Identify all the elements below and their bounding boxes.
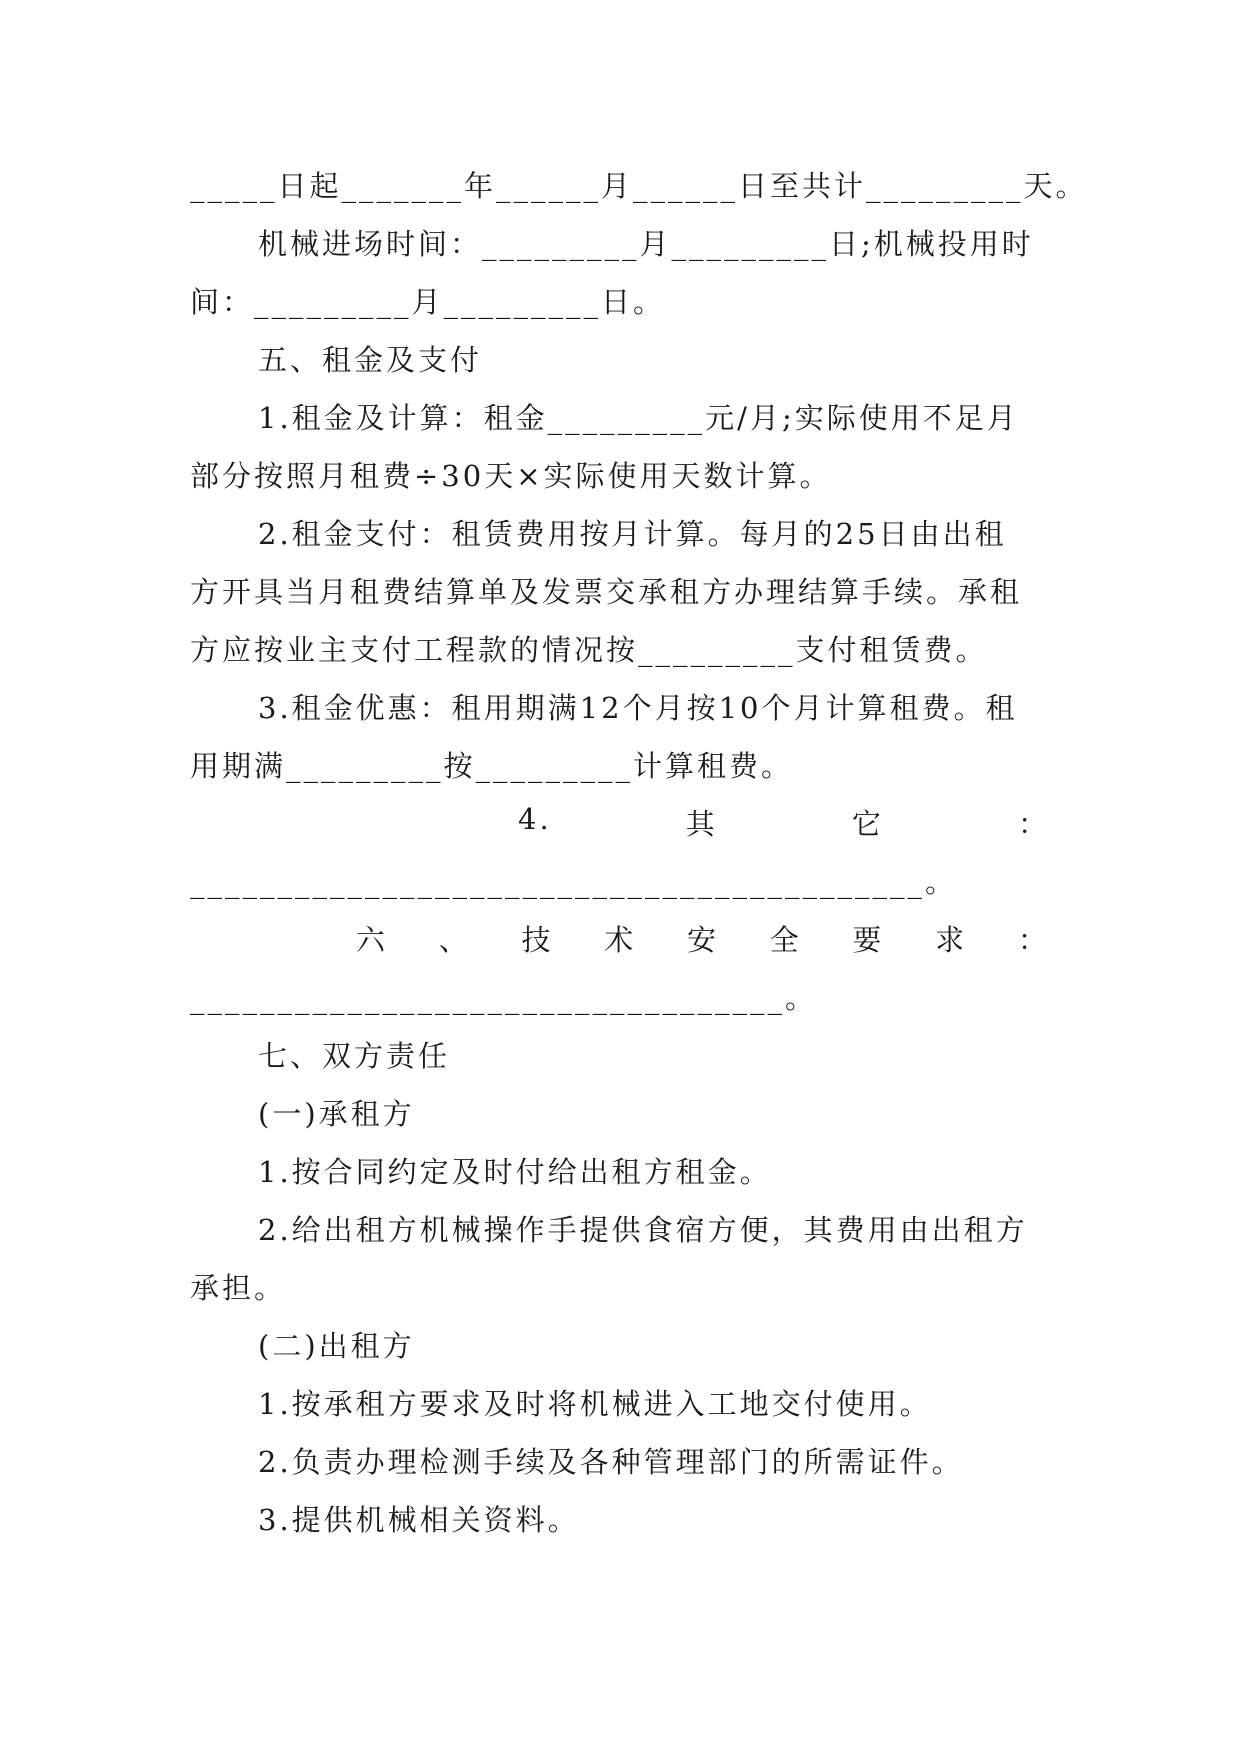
blank-fill-line: __________________________________。 — [190, 981, 818, 1015]
text-line: 间：_________月_________日。 — [190, 285, 666, 319]
safety-heading-char: 、 — [438, 923, 471, 957]
text-line: 2.负责办理检测手续及各种管理部门的所需证件。 — [258, 1445, 964, 1479]
safety-heading-char: ： — [1017, 923, 1050, 957]
text-line: 用期满_________按_________计算租费。 — [190, 749, 794, 783]
blank-fill-line: __________________________________________。 — [190, 865, 958, 899]
text-line: 1.租金及计算：租金_________元/月;实际使用不足月 — [258, 401, 1019, 435]
other-heading-char: 其 — [685, 807, 718, 841]
text-line: 方应按业主支付工程款的情况按_________支付租赁费。 — [190, 633, 988, 667]
other-heading-char: 4. — [518, 802, 552, 836]
text-line: 1.按合同约定及时付给出租方租金。 — [258, 1155, 772, 1189]
text-line: 1.按承租方要求及时将机械进入工地交付使用。 — [258, 1387, 932, 1421]
other-heading-char: 它 — [851, 807, 884, 841]
text-line: 3.提供机械相关资料。 — [258, 1503, 580, 1537]
section-heading: 七、双方责任 — [258, 1039, 451, 1073]
text-line: 方开具当月租费结算单及发票交承租方办理结算手续。承租 — [190, 575, 1023, 609]
text-line: 承担。 — [190, 1271, 287, 1305]
safety-heading-char: 术 — [604, 923, 637, 957]
safety-heading-char: 安 — [686, 923, 719, 957]
other-heading-char: ： — [1017, 807, 1050, 841]
safety-heading-char: 技 — [521, 923, 554, 957]
safety-heading-char: 全 — [769, 923, 802, 957]
subsection-heading: (二)出租方 — [258, 1329, 415, 1363]
safety-heading — [356, 918, 1050, 959]
text-line: _____日起_______年______月______日至共计_________天。 — [190, 169, 1088, 203]
safety-heading-char: 求 — [935, 923, 968, 957]
subsection-heading: (一)承租方 — [258, 1097, 415, 1131]
text-line: 部分按照月租费÷30天×实际使用天数计算。 — [190, 459, 832, 493]
text-line: 2.给出租方机械操作手提供食宿方便，其费用由出租方 — [258, 1213, 1028, 1247]
safety-heading-char: 六 — [356, 923, 389, 957]
text-line: 3.租金优惠：租用期满12个月按10个月计算租费。租 — [258, 691, 1018, 725]
section-heading: 五、租金及支付 — [258, 343, 483, 377]
text-line: 2.租金支付：租赁费用按月计算。每月的25日由出租 — [258, 517, 1007, 551]
other-heading — [518, 802, 1050, 843]
safety-heading-char: 要 — [852, 923, 885, 957]
text-line: 机械进场时间：_________月_________日;机械投用时 — [258, 227, 1034, 261]
